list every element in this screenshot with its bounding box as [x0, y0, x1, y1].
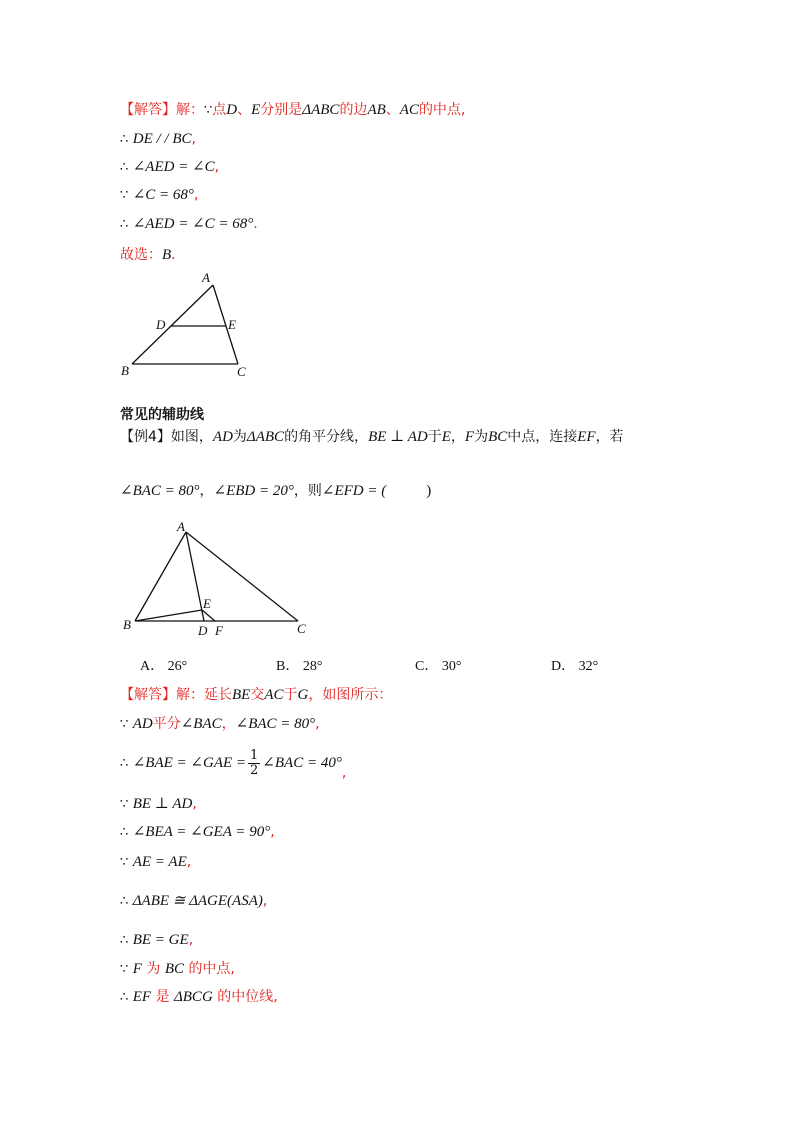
- label-E: E: [228, 317, 236, 332]
- solution2-line9: ∵ F 为 BC 的中点,: [120, 961, 235, 977]
- example-line1: 【例4】如图，AD为ΔABC的角平分线，BE ⊥ AD于E，F为BC中点，连接EF，若: [120, 429, 624, 445]
- label-C: C: [237, 364, 246, 379]
- label-F: F: [215, 623, 223, 638]
- solution1-line5: ∴ ∠AED = ∠C = 68°.: [120, 216, 258, 232]
- label-B: B: [123, 617, 131, 632]
- example-line2: ∠BAC = 80°，∠EBD = 20°，则∠EFD = ( ): [120, 483, 432, 499]
- answer-line: 故选：B.: [120, 247, 176, 263]
- option-b[interactable]: B． 28°: [276, 659, 323, 674]
- label-D: D: [156, 317, 166, 332]
- label-A: A: [177, 519, 185, 534]
- label-C: C: [297, 621, 306, 636]
- solution2-line2: ∵ AD平分∠BAC，∠BAC = 80°,: [120, 716, 320, 732]
- fraction-half: $\frac{1}{2}$: [250, 747, 259, 778]
- solution1-line3: ∴ ∠AED = ∠C,: [120, 159, 220, 175]
- label-E: E: [203, 596, 211, 611]
- option-d[interactable]: D． 32°: [551, 659, 599, 674]
- option-a[interactable]: A． 26°: [140, 659, 188, 674]
- label-B: B: [121, 363, 129, 378]
- solution1-line2: ∴ DE / / BC,: [120, 131, 196, 147]
- figure-triangle-midline: [115, 268, 265, 383]
- section-heading: 常见的辅助线: [120, 407, 204, 423]
- solution2-line8: ∴ BE = GE,: [120, 932, 194, 948]
- answer-tag: 【解答】: [120, 687, 176, 703]
- solution2-line10: ∴ EF 是 ΔBCG 的中位线,: [120, 989, 278, 1005]
- option-c[interactable]: C． 30°: [415, 659, 462, 674]
- answer-tag: 【解答】: [120, 102, 176, 118]
- label-A: A: [202, 270, 210, 285]
- solution2-line5: ∴ ∠BEA = ∠GEA = 90°,: [120, 824, 275, 840]
- solution2-line6: ∵ AE = AE,: [120, 854, 192, 870]
- solution2-line4: ∵ BE ⊥ AD,: [120, 796, 197, 812]
- solution1-line1: 【解答】解：∵点D、E分别是ΔABC的边AB、AC的中点,: [120, 102, 466, 118]
- figure-angle-bisector: [115, 515, 315, 640]
- solution2-line7: ∴ ΔABE ≅ ΔAGE(ASA),: [120, 893, 268, 909]
- solution2-line3: ∴ ∠BAE = ∠GAE = $\frac{1}{2}$ ∠BAC = 40°,: [120, 747, 347, 781]
- solution1-line4: ∵ ∠C = 68°,: [120, 187, 199, 203]
- solution2-line1: 【解答】解：延长BE交AC于G，如图所示：: [120, 687, 393, 703]
- example-tag: 【例4】: [120, 429, 171, 445]
- label-D: D: [198, 623, 208, 638]
